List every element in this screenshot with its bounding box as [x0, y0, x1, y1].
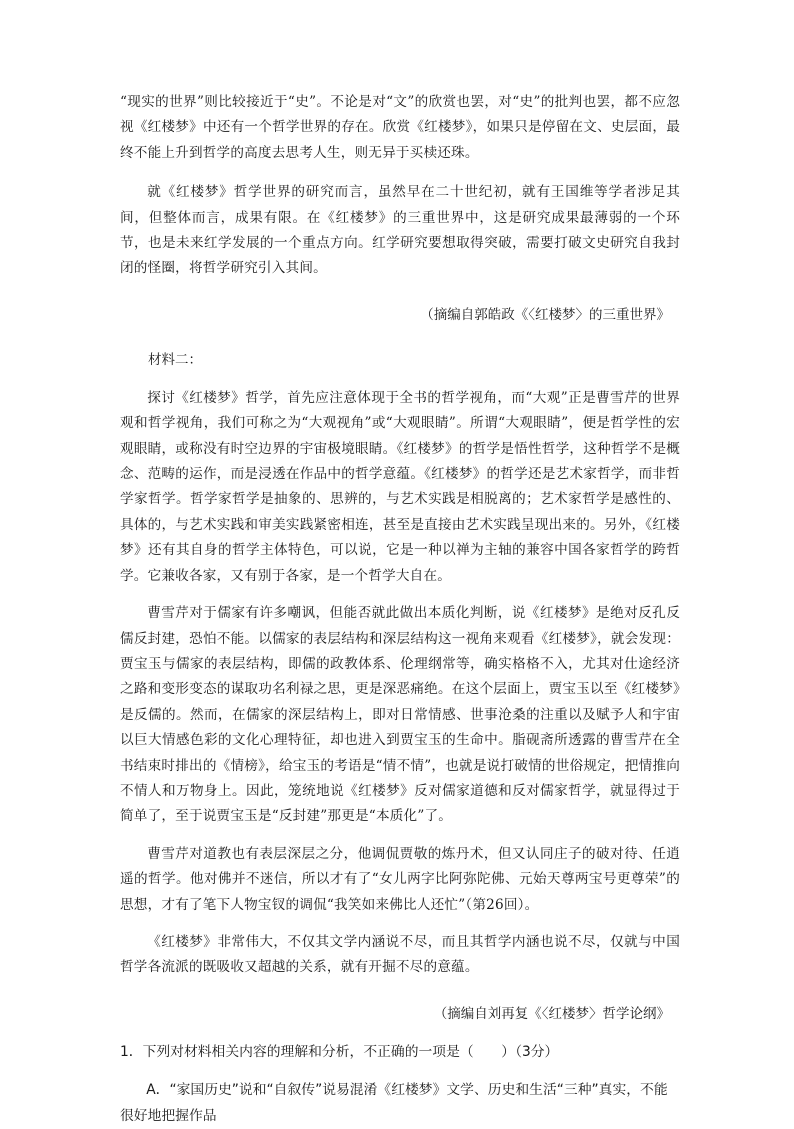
material2-paragraph-1: 探讨《红楼梦》哲学，首先应注意体现于全书的哲学视角，而“大观”正是曹雪芹的世界观和哲学视角，我们可称之为“大观视角”或“大观眼睛”。所谓“大观眼睛”，便是哲学性的宏观眼睛，或称没有时空边界的宇宙极境眼睛。《红楼梦》的哲学是悟性哲学，这种哲学不是概念、范畴的运作，而是浸透在作品中的哲学意蕴。《红楼梦》的哲学还是艺术家哲学，而非哲学家哲学。哲学家哲学是抽象的、思辨的，与艺术实践是相脱离的；艺术家哲学是感性的、具体的，与艺术实践和审美实践紧密相连，甚至是直接由艺术实践呈现出来的。另外，《红楼梦》还有其自身的哲学主体特色，可以说，它是一种以禅为主轴的兼容中国各家哲学的跨哲学。它兼收各家，又有别于各家，是一个哲学大自在。: [120, 389, 680, 584]
question-1-stem: 1．下列对材料相关内容的理解和分析，不正确的一项是（ ）（3分）: [120, 1043, 559, 1060]
material2-title: 材料二：: [148, 351, 202, 368]
material2-paragraph-2: 曹雪芹对于儒家有许多嘲讽，但能否就此做出本质化判断，说《红楼梦》是绝对反孔反儒反封建，恐怕不能。以儒家的表层结构和深层结构这一视角来观看《红楼梦》，就会发现：贾宝玉与儒家的表层结构，即儒的政教体系、伦理纲常等，确实格格不入，尤其对仕途经济之路和变形变态的谋取功名利禄之思，更是深恶痛绝。在这个层面上，贾宝玉以至《红楼梦》是反儒的。然而，在儒家的深层结构上，即对日常情感、世事沧桑的注重以及赋予人和宇宙以巨大情感色彩的文化心理特征，却也进入到贾宝玉的生命中。脂砚斋所透露的曹雪芹在全书结束时排出的《情榜》，给宝玉的考语是“情不情”，也就是说打破情的世俗规定，把情推向不情人和万物身上。因此，笼统地说《红楼梦》反对儒家道德和反对儒家哲学，就显得过于简单了，至于说贾宝玉是“反封建”那更是“本质化”了。: [120, 605, 680, 825]
material1-paragraph-2: 就《红楼梦》哲学世界的研究而言，虽然早在二十世纪初，就有王国维等学者涉足其间，但整体而言，成果有限。在《红楼梦》的三重世界中，这是研究成果最薄弱的一个环节，也是未来红学发展的一个重点方向。红学研究要想取得突破，需要打破文史研究自我封闭的怪圈，将哲学研究引入其间。: [120, 184, 680, 277]
question-1-option-a: A．“家国历史”说和“自叙传”说易混淆《红楼梦》文学、历史和生活“三种”真实，不能很好地把握作品: [120, 1081, 668, 1124]
document-page: [120, 90, 680, 1129]
material2-paragraph-3: 曹雪芹对道教也有表层深层之分，他调侃贾敬的炼丹术，但又认同庄子的破对待、任逍遥的哲学。他对佛并不迷信，所以才有了“女儿两字比阿弥陀佛、元始天尊两宝号更尊荣”的思想，才有了笔下人物宝钗的调侃“我笑如来佛比人还忙”（第26回）。: [120, 845, 680, 913]
material2-paragraph-4: 《红楼梦》非常伟大，不仅其文学内涵说不尽，而且其哲学内涵也说不尽，仅就与中国哲学各流派的既吸收又超越的关系，就有开掘不尽的意蕴。: [120, 933, 680, 976]
material2-source: （摘编自刘再复《〈红楼梦〉哲学论纲》: [433, 1005, 670, 1022]
material1-source: （摘编自郭皓政《〈红楼梦〉的三重世界》: [420, 306, 670, 323]
material1-paragraph-1: “现实的世界”则比较接近于“史”。不论是对“文”的欣赏也罢，对“史”的批判也罢，都不应忽视《红楼梦》中还有一个哲学世界的存在。欣赏《红楼梦》，如果只是停留在文、史层面，最终不能上升到哲学的高度去思考人生，则无异于买椟还珠。: [120, 94, 680, 161]
